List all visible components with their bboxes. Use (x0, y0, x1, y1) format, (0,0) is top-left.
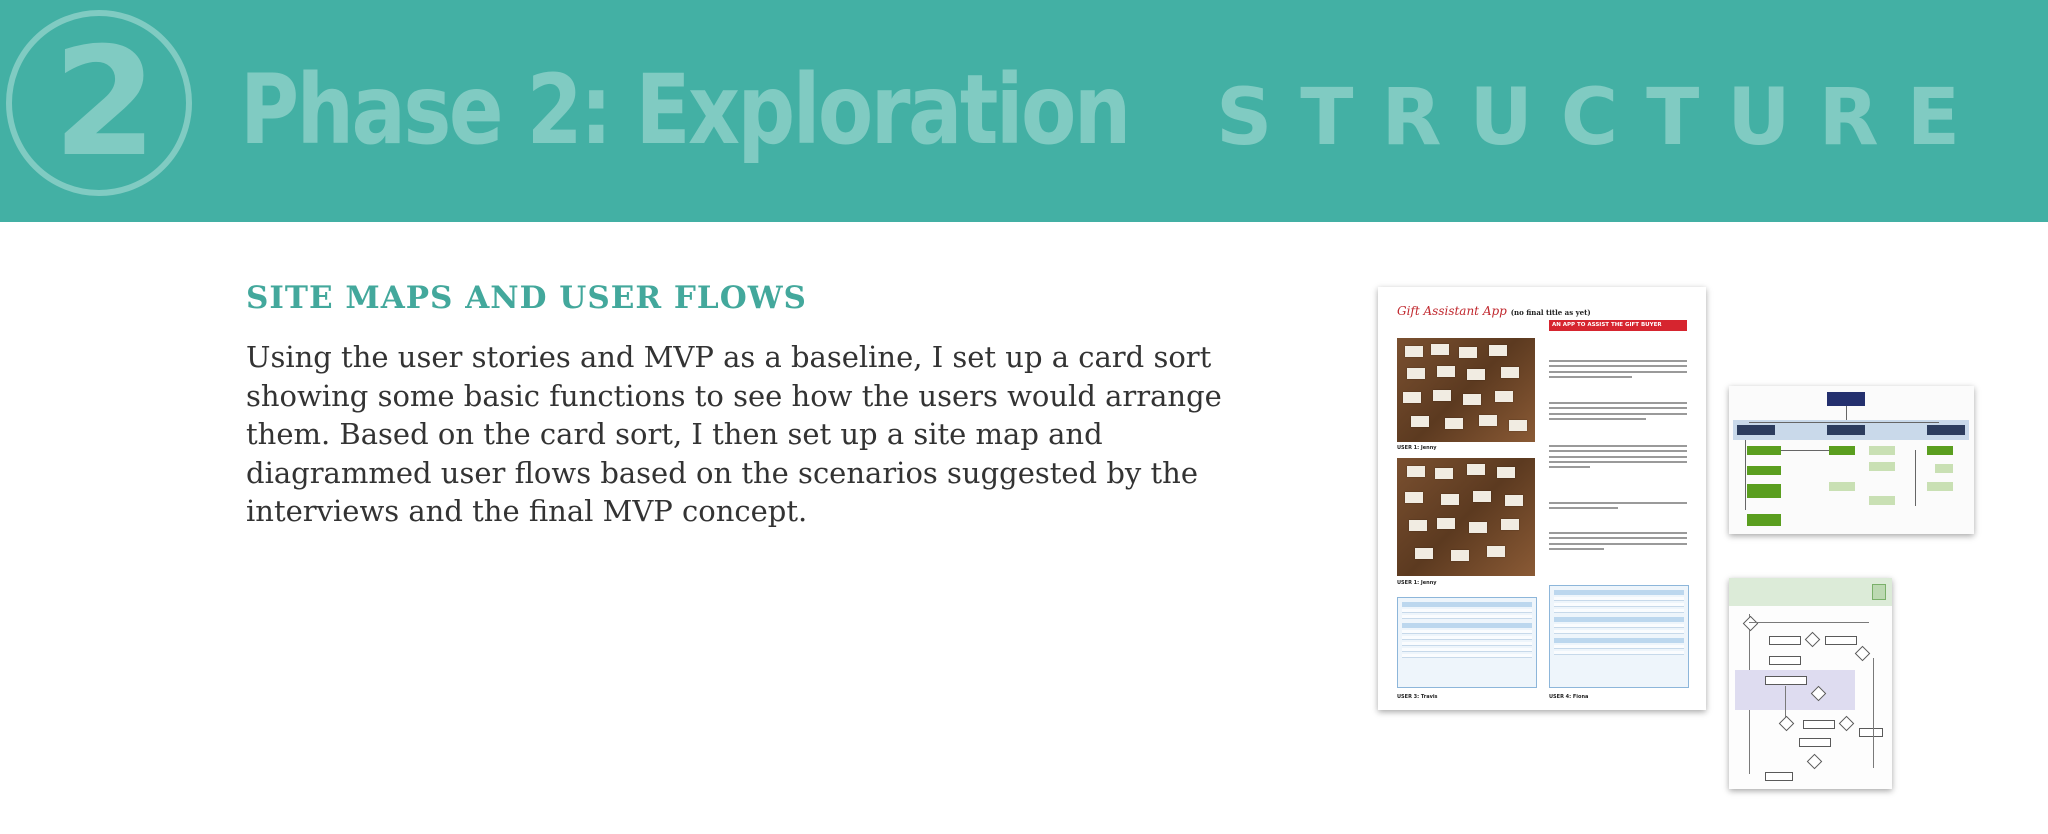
site-map-faded-node-5 (1935, 464, 1953, 473)
user-flow-box-5 (1803, 720, 1835, 729)
site-map-green-node-6 (1927, 446, 1953, 455)
doc-banner: AN APP TO ASSIST THE GIFT BUYER (1549, 320, 1687, 331)
user-flow-thumbnail[interactable] (1729, 578, 1892, 789)
card-sort-photo-2 (1397, 458, 1535, 576)
user-flow-box-3 (1769, 656, 1801, 665)
site-map-faded-node-4 (1869, 496, 1895, 505)
doc-paragraph-4 (1549, 499, 1687, 513)
doc-paragraph-1 (1549, 357, 1687, 381)
card-sort-photo-1 (1397, 338, 1535, 442)
table-caption-right: USER 4: Fiona (1549, 694, 1589, 700)
user-flow-box-8 (1765, 772, 1793, 781)
site-map-faded-node-6 (1927, 482, 1953, 491)
section-label: STRUCTURE (1216, 73, 1988, 163)
site-map-green-node-3 (1747, 484, 1781, 498)
doc-paragraph-5 (1549, 529, 1687, 553)
phase-number: 2 (52, 16, 158, 190)
user-flow-box-2 (1825, 636, 1857, 645)
site-map-nav-node-2 (1827, 425, 1865, 435)
photo-caption-1: USER 1: Jenny (1397, 445, 1437, 451)
card-sort-table-left (1397, 597, 1537, 688)
site-map-faded-node-1 (1869, 446, 1895, 455)
table-caption-left: USER 3: Travis (1397, 694, 1438, 700)
doc-paragraph-3 (1549, 442, 1687, 471)
user-flow-step-number (1872, 584, 1886, 600)
user-flow-box-6 (1859, 728, 1883, 737)
site-map-thumbnail[interactable] (1729, 386, 1974, 534)
doc-title-text: Gift Assistant App (1397, 304, 1507, 318)
card-sort-document-thumbnail[interactable] (1378, 287, 1706, 710)
site-map-root-node (1827, 392, 1865, 406)
section-subheading: SITE MAPS AND USER FLOWS (246, 280, 807, 316)
doc-title-note: (no final title as yet) (1510, 308, 1591, 317)
user-flow-header-band (1729, 578, 1892, 606)
site-map-green-node-4 (1747, 514, 1781, 526)
card-sort-table-right (1549, 585, 1689, 688)
photo-caption-2: USER 1: Jenny (1397, 580, 1437, 586)
doc-title (1397, 304, 1591, 318)
phase-title: Phase 2: Exploration (240, 54, 1129, 166)
site-map-nav-node-3 (1927, 425, 1965, 435)
user-flow-box-4 (1765, 676, 1807, 685)
site-map-faded-node-3 (1829, 482, 1855, 491)
user-flow-box-7 (1799, 738, 1831, 747)
user-flow-box-1 (1769, 636, 1801, 645)
phase-banner (0, 0, 2048, 222)
site-map-nav-node-1 (1737, 425, 1775, 435)
site-map-green-node-2 (1747, 466, 1781, 475)
phase-number-badge (6, 10, 192, 196)
body-paragraph: Using the user stories and MVP as a baseline, I set up a card sort showing some basic functions to see how the users would arrange them. Based on the card sort, I then set up a site map and diagrammed user flows based on the scenarios suggested by the interviews and the final MVP concept. (246, 340, 1222, 528)
site-map-green-node-1 (1747, 446, 1781, 455)
doc-paragraph-2 (1549, 399, 1687, 423)
site-map-green-node-5 (1829, 446, 1855, 455)
site-map-faded-node-2 (1869, 462, 1895, 471)
